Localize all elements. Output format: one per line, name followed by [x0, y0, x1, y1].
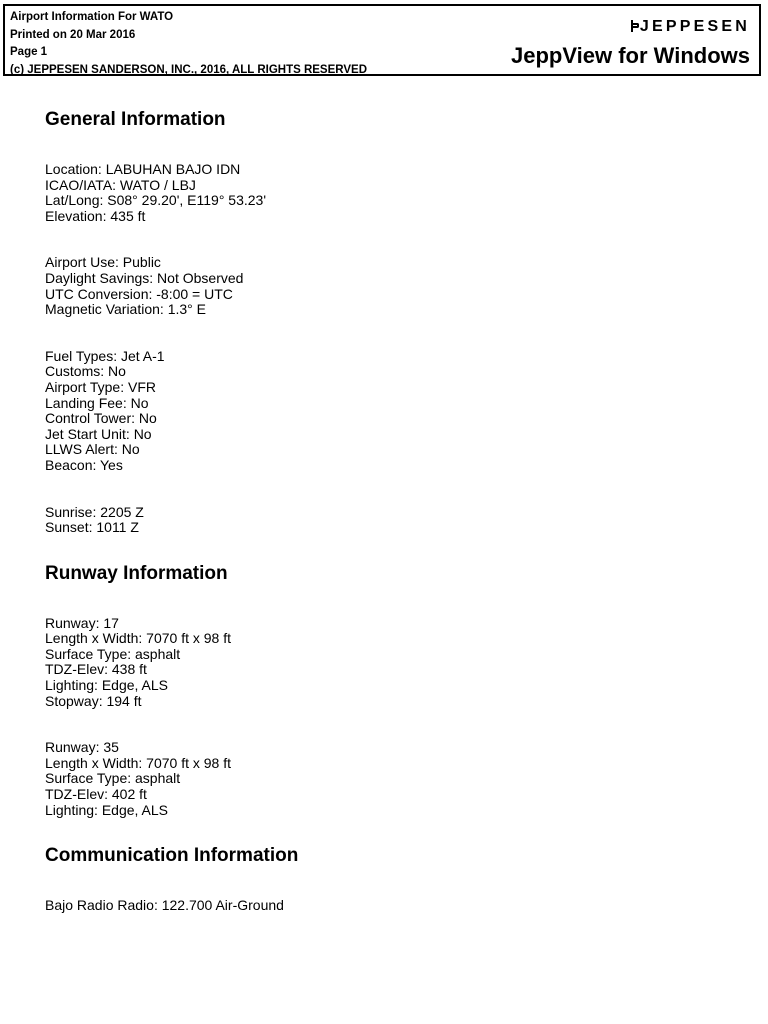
- airport-use-line: Airport Use: Public: [45, 254, 161, 271]
- landing-fee-line: Landing Fee: No: [45, 394, 149, 411]
- general-information-heading: General Information: [45, 109, 226, 130]
- header-printed-date: Printed on 20 Mar 2016: [10, 28, 136, 41]
- runway-tdz-elev-line: TDZ-Elev: 402 ft: [45, 786, 147, 803]
- runway-dimensions-line: Length x Width: 7070 ft x 98 ft: [45, 630, 231, 647]
- runway-surface-line: Surface Type: asphalt: [45, 645, 181, 662]
- communication-group: [45, 898, 745, 914]
- header-branding: [511, 17, 750, 69]
- runway-number-line: Runway: 35: [45, 739, 119, 756]
- magnetic-variation-line: Magnetic Variation: 1.3° E: [45, 301, 206, 318]
- header-copyright: (c) JEPPESEN SANDERSON, INC., 2016, ALL RIGHTS RESERVED: [10, 63, 368, 76]
- icao-iata-line: ICAO/IATA: WATO / LBJ: [45, 176, 196, 193]
- communication-information-heading: Communication Information: [45, 845, 299, 867]
- sunset-line: Sunset: 1011 Z: [45, 519, 139, 536]
- customs-line: Customs: No: [45, 363, 126, 380]
- runway-tdz-elev-line: TDZ-Elev: 438 ft: [45, 661, 147, 678]
- llws-alert-line: LLWS Alert: No: [45, 441, 140, 458]
- utc-conversion-line: UTC Conversion: -8:00 = UTC: [45, 285, 233, 302]
- document-body: [45, 108, 745, 914]
- location-line: Location: LABUHAN BAJO IDN: [45, 161, 241, 177]
- airport-type-line: Airport Type: VFR: [45, 378, 157, 395]
- page-header: [3, 4, 761, 76]
- runway-number-line: Runway: 17: [45, 614, 119, 631]
- runway-surface-line: Surface Type: asphalt: [45, 770, 181, 787]
- brand-name: JEPPESEN: [639, 18, 750, 35]
- runway-35-group: [45, 740, 745, 818]
- fuel-types-line: Fuel Types: Jet A-1: [45, 347, 165, 364]
- general-facilities-group: [45, 349, 745, 474]
- jet-start-unit-line: Jet Start Unit: No: [45, 425, 152, 442]
- elevation-line: Elevation: 435 ft: [45, 207, 146, 224]
- header-title: Airport Information For WATO: [10, 11, 174, 23]
- header-page-number: Page 1: [10, 46, 48, 58]
- daylight-savings-line: Daylight Savings: Not Observed: [45, 269, 244, 286]
- runway-lighting-line: Lighting: Edge, ALS: [45, 801, 168, 818]
- general-usage-group: [45, 255, 745, 317]
- beacon-line: Beacon: Yes: [45, 456, 123, 473]
- control-tower-line: Control Tower: No: [45, 410, 157, 427]
- runway-information-heading: Runway Information: [45, 562, 228, 584]
- general-sun-group: [45, 505, 745, 536]
- runway-stopway-line: Stopway: 194 ft: [45, 692, 142, 709]
- product-name: JeppView for Windows: [511, 43, 750, 68]
- jeppesen-logo-icon: [631, 20, 639, 32]
- runway-lighting-line: Lighting: Edge, ALS: [45, 677, 168, 694]
- radio-frequency-line: Bajo Radio Radio: 122.700 Air-Ground: [45, 897, 284, 914]
- header-info: [10, 9, 367, 79]
- sunrise-line: Sunrise: 2205 Z: [45, 503, 144, 520]
- lat-long-line: Lat/Long: S08° 29.20', E119° 53.23': [45, 192, 267, 209]
- jeppesen-logo: [511, 17, 750, 37]
- runway-17-group: [45, 616, 745, 710]
- general-location-group: [45, 162, 745, 224]
- runway-dimensions-line: Length x Width: 7070 ft x 98 ft: [45, 754, 231, 771]
